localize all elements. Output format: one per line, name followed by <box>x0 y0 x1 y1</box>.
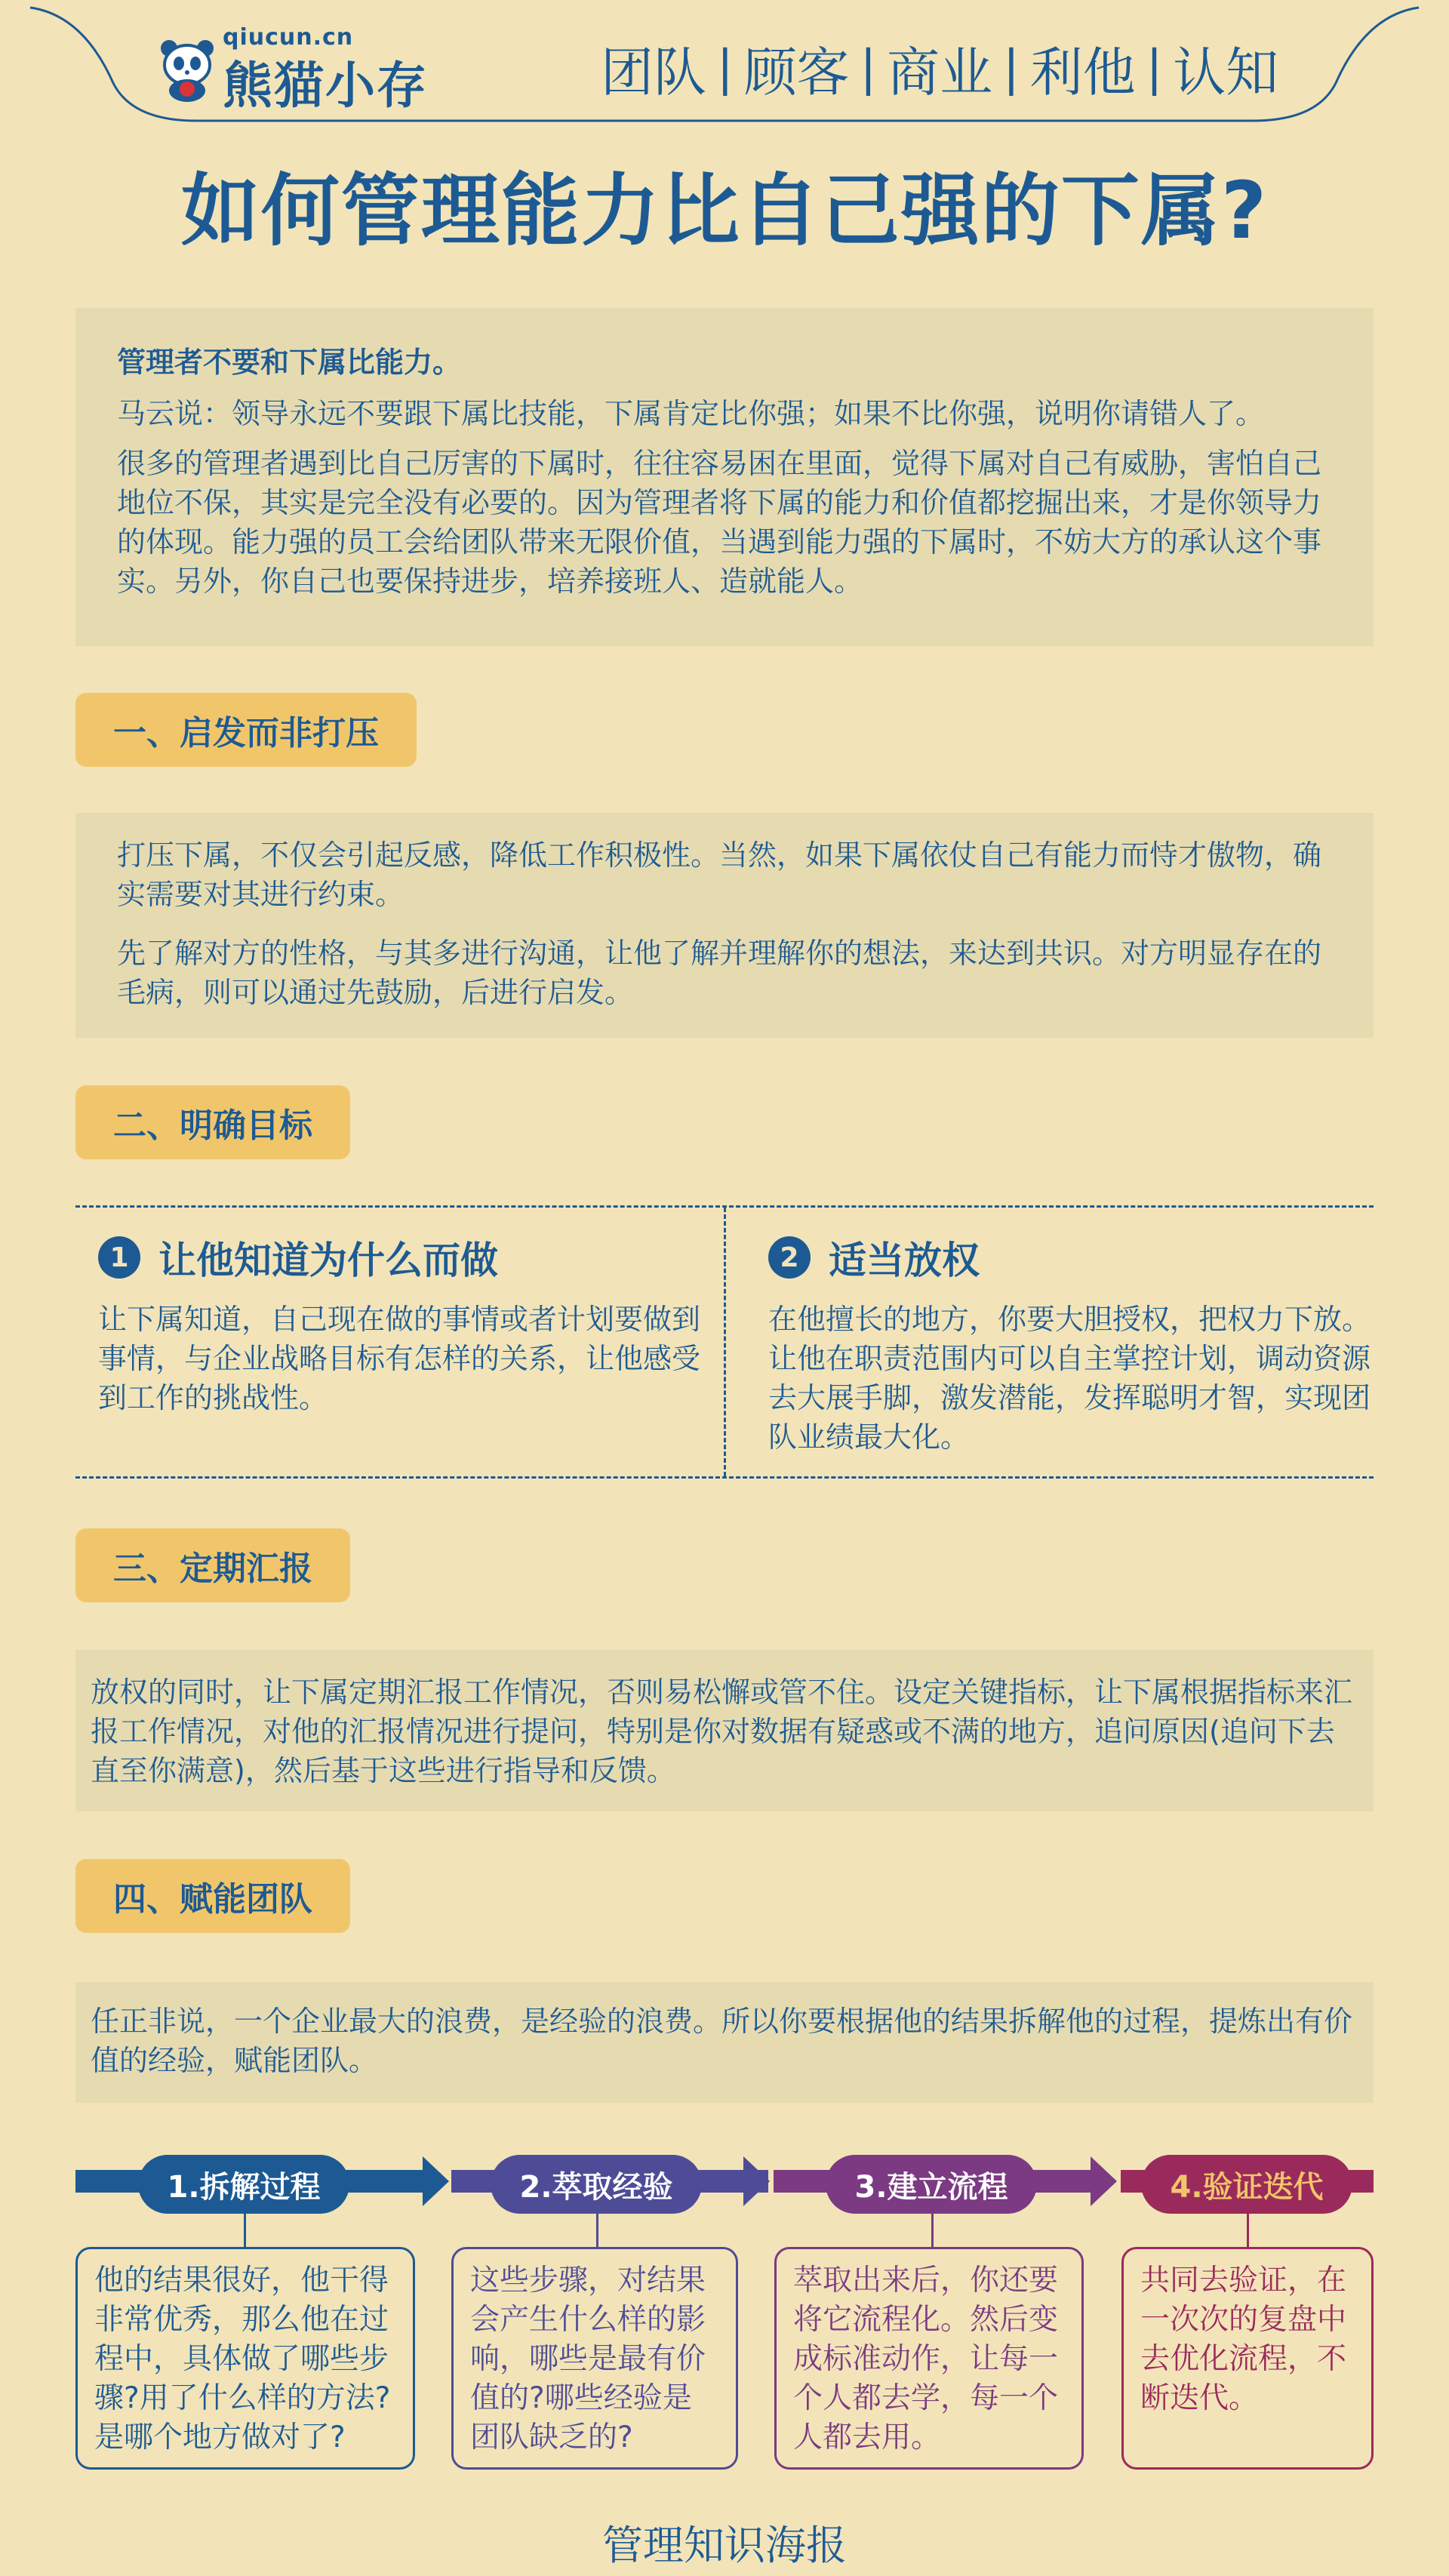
section-3-tag: 三、定期汇报 <box>75 1528 350 1602</box>
goal-column-1-header <box>98 1230 702 1285</box>
intro-quote: 马云说：领导永远不要跟下属比技能，下属肯定比你强；如果不比你强，说明你请错人了。 <box>117 397 1265 430</box>
section-3-panel <box>75 1650 1374 1811</box>
goal-column-2-header <box>768 1230 1372 1285</box>
step-1-box: 他的结果很好，他干得非常优秀，那么他在过程中，具体做了哪些步骤?用了什么样的方法?是哪个地方做对了? <box>75 2247 415 2470</box>
section-4-panel <box>75 1982 1374 2103</box>
section-1-paragraph-1: 打压下属，不仅会引起反感，降低工作积极性。当然，如果下属依仗自己有能力而恃才傲物，确实需要对其进行约束。 <box>117 839 1322 911</box>
step-2-box: 这些步骤，对结果会产生什么样的影响，哪些是最有价值的?哪些经验是团队缺乏的? <box>451 2247 738 2470</box>
step-4-box: 共同去验证，在一次次的复盘中去优化流程，不断迭代。 <box>1121 2247 1374 2470</box>
footer-caption: 管理知识海报 <box>602 2522 847 2569</box>
step-1-label: 1.拆解过程 <box>138 2155 349 2214</box>
nav-item-business[interactable]: 商业 <box>887 42 993 103</box>
section-2-tag: 二、明确目标 <box>75 1085 350 1159</box>
intro-lead: 管理者不要和下属比能力。 <box>117 346 462 379</box>
section-3-text: 放权的同时，让下属定期汇报工作情况，否则易松懈或管不住。设定关键指标，让下属根据指标来汇报工作情况，对他的汇报情况进行提问，特别是你对数据有疑惑或不满的地方，追问原因(追问下去直至你满意)，然后基于这些进行指导和反馈。 <box>91 1676 1353 1787</box>
goal-column-2-text: 在他擅长的地方，你要大胆授权，把权力下放。让他在职责范围内可以自主掌控计划，调动资源去大展手脚，激发潜能，发挥聪明才智，实现团队业绩最大化。 <box>768 1303 1371 1454</box>
number-badge: 1 <box>98 1236 140 1279</box>
intro-panel <box>75 308 1374 646</box>
nav-separator: | <box>1146 40 1163 97</box>
section-2-columns <box>75 1205 1374 1479</box>
logo[interactable] <box>158 23 475 115</box>
goal-column-1-title: 让他知道为什么而做 <box>158 1239 498 1282</box>
step-3-box: 萃取出来后，你还要将它流程化。然后变成标准动作，让每一个人都去学，每一个人都去用。 <box>774 2247 1084 2470</box>
section-4-text: 任正非说，一个企业最大的浪费，是经验的浪费。所以你要根据他的结果拆解他的过程，提炼出有价值的经验，赋能团队。 <box>91 2005 1353 2077</box>
intro-body: 很多的管理者遇到比自己厉害的下属时，往往容易困在里面，觉得下属对自己有威胁，害怕自己地位不保，其实是完全没有必要的。因为管理者将下属的能力和价值都挖掘出来，才是你领导力的体现。能力强的员工会给团队带来无限价值，当遇到能力强的下属时，不妨大方的承认这个事实。另外，你自己也要保持进步，培养接班人、造就能人。 <box>117 447 1322 598</box>
step-2-connector <box>596 2214 598 2247</box>
header-nav <box>596 30 1283 106</box>
page-title: 如何管理能力比自己强的下属? <box>180 165 1269 257</box>
step-4-label: 4.验证迭代 <box>1141 2155 1352 2214</box>
nav-separator: | <box>1003 40 1020 97</box>
panda-logo-icon <box>158 36 219 104</box>
nav-separator: | <box>860 40 877 97</box>
number-badge: 2 <box>768 1236 811 1279</box>
nav-item-cognition[interactable]: 认知 <box>1173 42 1279 103</box>
goal-column-2 <box>768 1230 1372 1457</box>
nav-item-altruism[interactable]: 利他 <box>1029 42 1136 103</box>
step-2-label: 2.萃取经验 <box>491 2155 702 2214</box>
section-4-tag: 四、赋能团队 <box>75 1859 350 1933</box>
column-divider <box>724 1208 726 1476</box>
step-3-label: 3.建立流程 <box>826 2155 1037 2214</box>
section-1-paragraph-2: 先了解对方的性格，与其多进行沟通，让他了解并理解你的想法，来达到共识。对方明显存在的毛病，则可以通过先鼓励，后进行启发。 <box>117 937 1322 1009</box>
step-4-connector <box>1247 2214 1249 2247</box>
nav-item-customer[interactable]: 顾客 <box>743 42 850 103</box>
goal-column-1-text: 让下属知道，自己现在做的事情或者计划要做到事情，与企业战略目标有怎样的关系，让他感受到工作的挑战性。 <box>98 1303 701 1414</box>
nav-item-team[interactable]: 团队 <box>601 42 706 103</box>
section-1-tag: 一、启发而非打压 <box>75 693 417 767</box>
goal-column-1 <box>98 1230 702 1417</box>
section-1-panel <box>75 813 1374 1038</box>
logo-name: 熊猫小存 <box>223 57 428 115</box>
logo-site: qiucun.cn <box>223 24 354 51</box>
nav-separator: | <box>717 40 734 97</box>
step-3-connector <box>931 2214 934 2247</box>
step-1-connector <box>244 2214 246 2247</box>
goal-column-2-title: 适当放权 <box>829 1239 980 1282</box>
